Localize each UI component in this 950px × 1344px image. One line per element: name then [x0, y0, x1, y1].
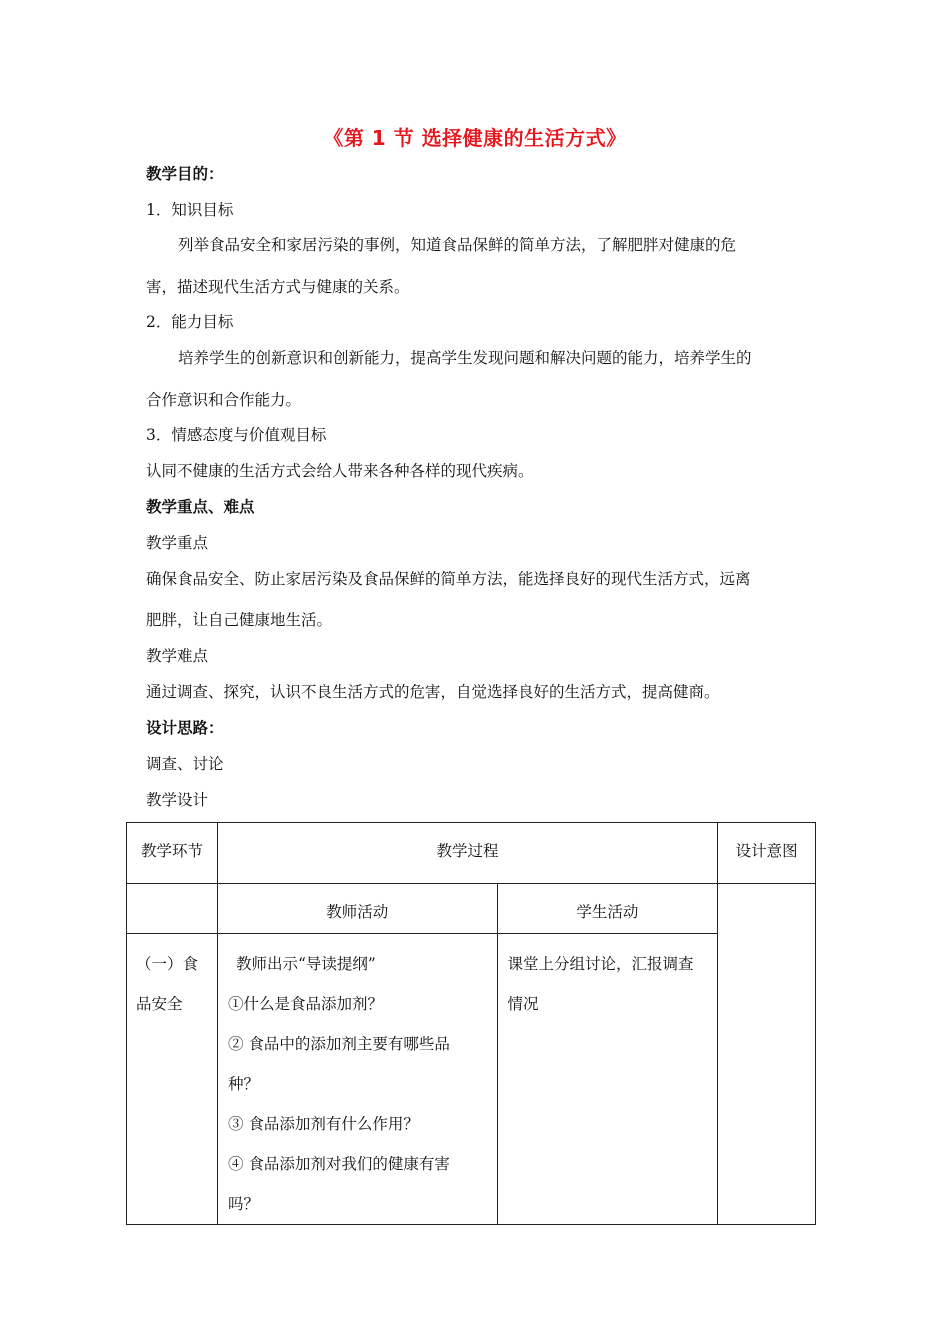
keypoints-heading: 教学重点、难点 — [146, 498, 255, 516]
table-row — [127, 823, 816, 884]
teaching-plan-table — [126, 822, 816, 1225]
objectives-heading: 教学目的： — [146, 165, 224, 183]
header-stage: 教学环节 — [127, 823, 218, 884]
emotion-heading: 3．情感态度与价值观目标 — [146, 426, 327, 444]
design-heading: 设计思路： — [146, 719, 224, 737]
key-heading: 教学重点 — [146, 534, 209, 552]
header-student: 学生活动 — [497, 884, 718, 934]
design-text: 调查、讨论 — [146, 755, 224, 773]
key-text-1: 确保食品安全、防止家居污染及食品保鲜的简单方法，能选择良好的现代生活方式，远离 — [146, 570, 751, 588]
header-intent: 设计意图 — [718, 823, 816, 884]
empty-cell — [127, 884, 218, 934]
stage-line-2: 品安全 — [136, 995, 183, 1013]
teacher-line: ② 食品中的添加剂主要有哪些品 — [227, 1035, 450, 1053]
stage-cell — [127, 934, 218, 1225]
teacher-line: 教师出示“导读提纲” — [235, 955, 376, 973]
table-row — [127, 934, 816, 1225]
teacher-line: 吗？ — [227, 1195, 259, 1213]
header-process: 教学过程 — [217, 823, 717, 884]
teacher-line: ④ 食品添加剂对我们的健康有害 — [227, 1155, 450, 1173]
student-line-2: 情况 — [507, 995, 539, 1013]
knowledge-text-1: 列举食品安全和家居污染的事例，知道食品保鲜的简单方法，了解肥胖对健康的危 — [178, 236, 737, 254]
difficulty-text: 通过调查、探究，认识不良生活方式的危害，自觉选择良好的生活方式，提高健商。 — [146, 683, 720, 701]
student-activity-cell — [497, 934, 718, 1225]
teacher-line: 种？ — [227, 1075, 259, 1093]
header-teacher: 教师活动 — [217, 884, 497, 934]
key-text-2: 肥胖，让自己健康地生活。 — [146, 611, 333, 629]
stage-line-1: （一）食 — [136, 955, 199, 973]
teacher-line: ③ 食品添加剂有什么作用？ — [227, 1115, 419, 1133]
intent-cell — [718, 884, 816, 1225]
page-title: 《第 1 节 选择健康的生活方式》 — [323, 126, 627, 150]
ability-text-2: 合作意识和合作能力。 — [146, 391, 302, 409]
ability-text-1: 培养学生的创新意识和创新能力，提高学生发现问题和解决问题的能力，培养学生的 — [178, 349, 752, 367]
table-row — [127, 884, 816, 934]
difficulty-heading: 教学难点 — [146, 647, 209, 665]
knowledge-heading: 1．知识目标 — [146, 201, 234, 219]
teaching-design-label: 教学设计 — [146, 791, 209, 809]
teacher-activity-cell — [217, 934, 497, 1225]
ability-heading: 2．能力目标 — [146, 313, 234, 331]
knowledge-text-2: 害，描述现代生活方式与健康的关系。 — [146, 278, 410, 296]
teacher-line: ①什么是食品添加剂？ — [227, 995, 383, 1013]
emotion-text: 认同不健康的生活方式会给人带来各种各样的现代疾病。 — [146, 462, 534, 480]
student-line-1: 课堂上分组讨论，汇报调查 — [507, 955, 694, 973]
